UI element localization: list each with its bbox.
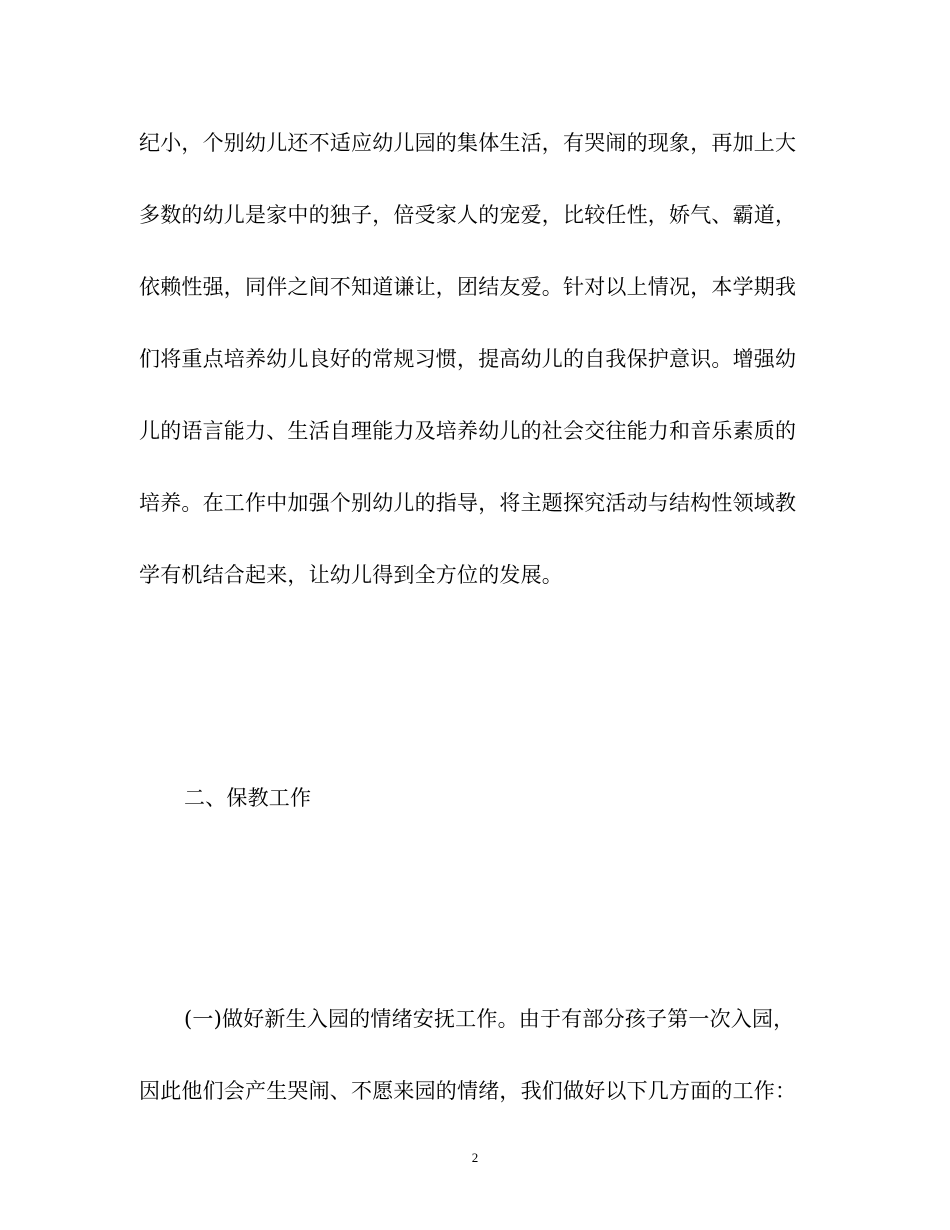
paragraph-line: 纪小，个别幼儿还不适应幼儿园的集体生活，有哭闹的现象，再加上大 — [139, 131, 797, 155]
section-heading: 二、保教工作 — [184, 786, 312, 810]
paragraph-line: 因此他们会产生哭闹、不愿来园的情绪，我们做好以下几方面的工作： — [139, 1079, 797, 1103]
paragraph-line: 培养。在工作中加强个别幼儿的指导，将主题探究活动与结构性领域教 — [139, 491, 797, 515]
paragraph-line: 儿的语言能力、生活自理能力及培养幼儿的社会交往能力和音乐素质的 — [139, 419, 797, 443]
paragraph-line: 依赖性强，同伴之间不知道谦让，团结友爱。针对以上情况，本学期我 — [139, 275, 797, 299]
paragraph-line: 多数的幼儿是家中的独子，倍受家人的宠爱，比较任性，娇气、霸道， — [139, 203, 797, 227]
paragraph-line: 们将重点培养幼儿良好的常规习惯，提高幼儿的自我保护意识。增强幼 — [139, 347, 797, 371]
page-number: 2 — [471, 1150, 479, 1165]
paragraph-line: (一)做好新生入园的情绪安抚工作。由于有部分孩子第一次入园， — [184, 1007, 795, 1031]
paragraph-line: 学有机结合起来，让幼儿得到全方位的发展。 — [139, 563, 563, 587]
